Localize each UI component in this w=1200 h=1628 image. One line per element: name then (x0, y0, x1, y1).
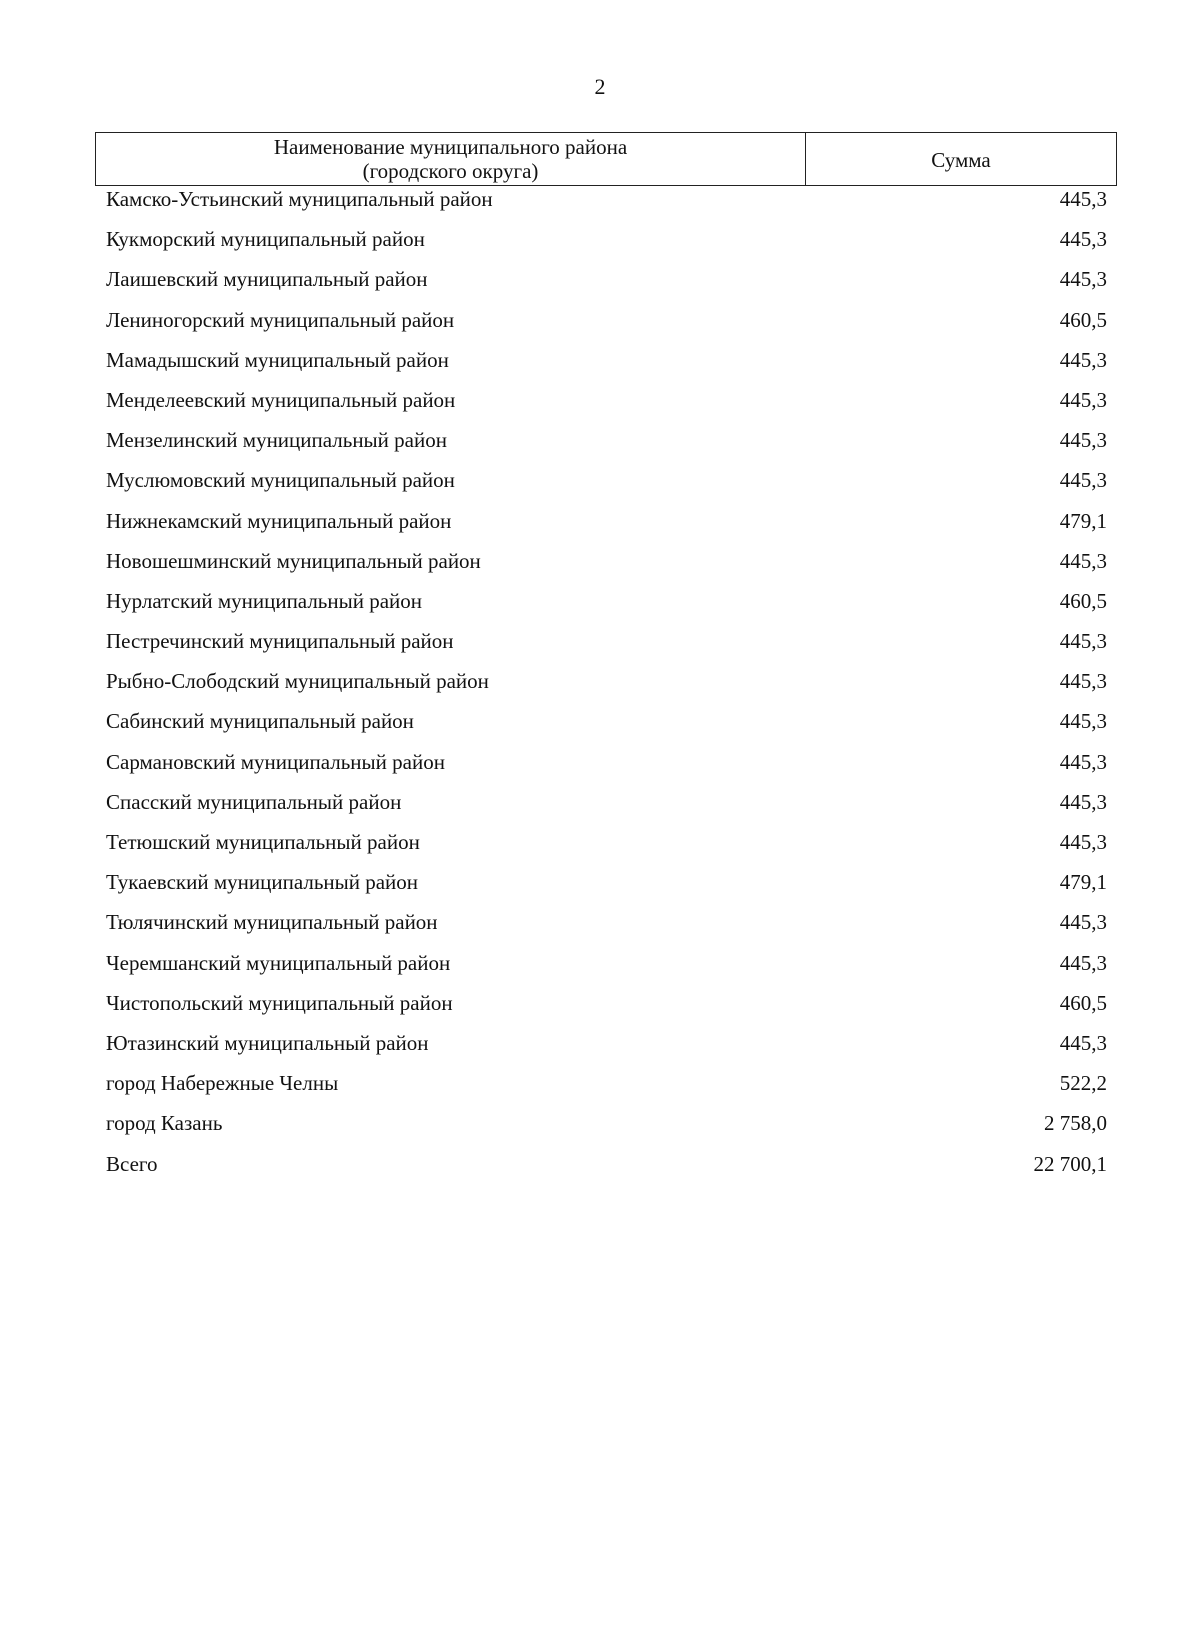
header-sum-column: Сумма (931, 148, 991, 172)
row-sum: 460,5 (1059, 990, 1107, 1015)
row-name: Мензелинский муниципальный район (106, 428, 447, 453)
row-name: Рыбно-Слободский муниципальный район (106, 669, 489, 694)
row-sum: 445,3 (1059, 749, 1107, 774)
row-name: Менделеевский муниципальный район (106, 387, 456, 412)
table-row (95, 749, 1117, 789)
row-sum: 445,3 (1059, 468, 1107, 493)
row-sum: 445,3 (1059, 428, 1107, 453)
row-sum: 445,3 (1059, 910, 1107, 935)
row-sum: 445,3 (1059, 227, 1107, 252)
header-name-line2: (городского округа) (362, 159, 539, 183)
table-row (95, 307, 1117, 347)
row-sum: 445,3 (1059, 950, 1107, 975)
row-sum: 445,3 (1059, 387, 1107, 412)
row-sum: 445,3 (1059, 187, 1107, 211)
row-name: Тюлячинский муниципальный район (106, 910, 438, 935)
row-sum: 445,3 (1059, 548, 1107, 573)
table-header (95, 132, 1117, 186)
row-name: Кукморский муниципальный район (106, 227, 425, 252)
table-row (95, 990, 1117, 1030)
row-name: Тетюшский муниципальный район (106, 830, 420, 854)
row-sum: 445,3 (1059, 669, 1107, 694)
table-row (95, 708, 1117, 748)
table-row (95, 467, 1117, 507)
table-row (95, 387, 1117, 427)
table-row (95, 1110, 1117, 1150)
row-name: город Казань (106, 1111, 223, 1136)
table-row (95, 266, 1117, 306)
table-row (95, 427, 1117, 467)
row-name: Сармановский муниципальный район (106, 749, 445, 774)
row-sum: 445,3 (1059, 1030, 1107, 1055)
row-name: Спасский муниципальный район (106, 789, 402, 814)
row-name: Ютазинский муниципальный район (106, 1030, 429, 1055)
row-name: Нурлатский муниципальный район (106, 588, 423, 613)
row-name: Сабинский муниципальный район (106, 709, 414, 734)
row-name: Мамадышский муниципальный район (106, 347, 449, 372)
row-sum: 460,5 (1059, 307, 1107, 332)
row-name: Чистопольский муниципальный район (106, 990, 453, 1015)
table-row (95, 1070, 1117, 1110)
row-sum: 479,1 (1059, 508, 1107, 533)
row-sum: 445,3 (1059, 709, 1107, 734)
row-name: Пестречинский муниципальный район (106, 629, 454, 654)
page-number: 2 (594, 74, 606, 99)
header-name-line1: Наименование муниципального района (273, 135, 628, 159)
row-name: Нижнекамский муниципальный район (106, 508, 452, 533)
table-row (95, 628, 1117, 668)
table-row (95, 347, 1117, 387)
table-row (95, 789, 1117, 829)
row-name: Лаишевский муниципальный район (106, 267, 428, 292)
row-name: Лениногорский муниципальный район (106, 307, 455, 332)
row-sum: 522,2 (1059, 1071, 1107, 1096)
row-name: город Набережные Челны (106, 1071, 339, 1096)
row-sum: 445,3 (1059, 267, 1107, 292)
table-row (95, 508, 1117, 548)
row-sum: 445,3 (1059, 789, 1107, 814)
table-row (95, 950, 1117, 990)
row-sum: 445,3 (1059, 830, 1107, 854)
table-row (95, 909, 1117, 949)
row-name: Черемшанский муниципальный район (106, 950, 451, 975)
table-body (95, 186, 1117, 1191)
row-sum: 445,3 (1059, 629, 1107, 654)
row-sum: 2 758,0 (1044, 1111, 1107, 1136)
row-name: Тукаевский муниципальный район (106, 870, 419, 895)
row-name: Муслюмовский муниципальный район (106, 468, 455, 493)
row-sum: 479,1 (1059, 870, 1107, 895)
table-row (95, 548, 1117, 588)
table-row (95, 668, 1117, 708)
table-row (95, 588, 1117, 628)
row-sum: 445,3 (1059, 347, 1107, 372)
table-row (95, 829, 1117, 869)
table-row-total (95, 1151, 1117, 1191)
row-name-total: Всего (106, 1151, 158, 1176)
table-row (95, 226, 1117, 266)
header-name-column (96, 133, 806, 185)
table-row (95, 869, 1117, 909)
row-sum: 460,5 (1059, 588, 1107, 613)
row-name: Новошешминский муниципальный район (106, 548, 481, 573)
row-name: Камско-Устьинский муниципальный район (106, 187, 493, 211)
table-row (95, 1030, 1117, 1070)
table-row (95, 186, 1117, 226)
row-sum-total: 22 700,1 (1033, 1151, 1107, 1176)
